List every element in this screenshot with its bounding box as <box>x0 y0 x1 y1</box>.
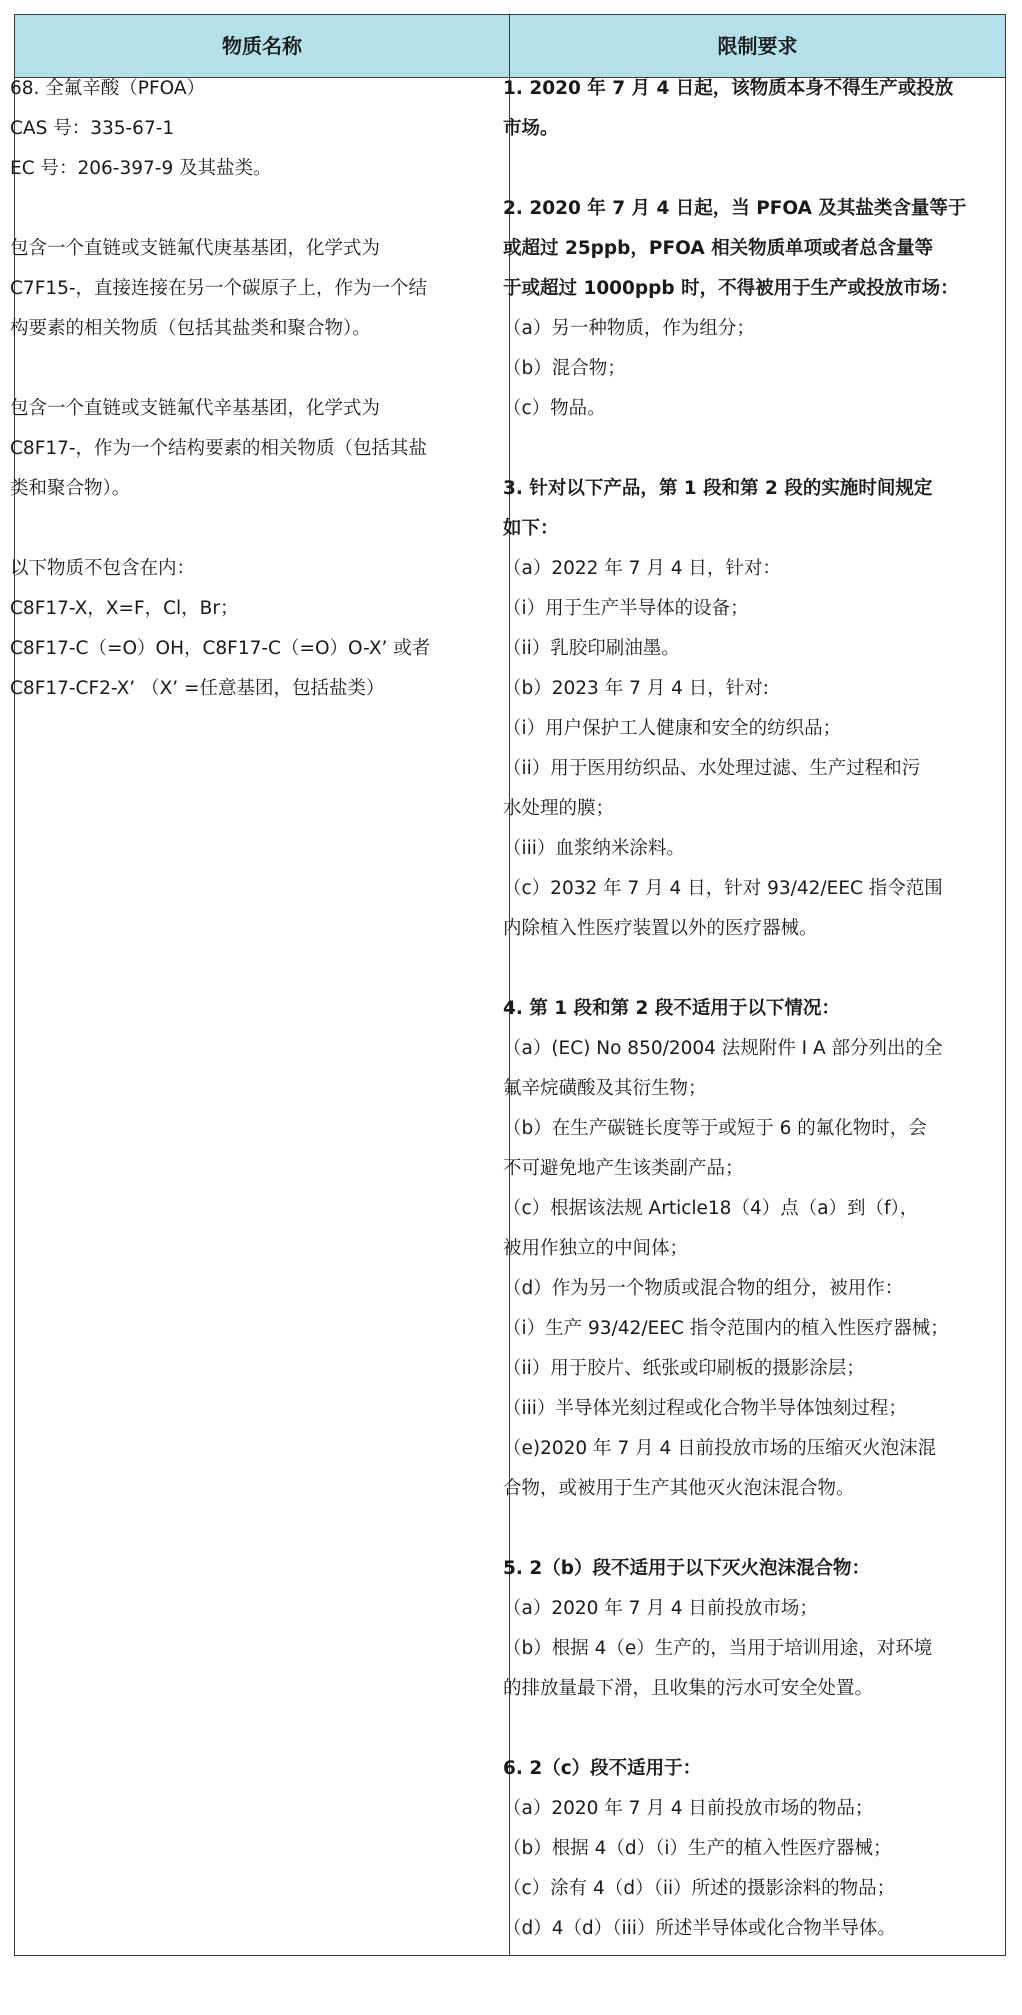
requirement-text-line: 合物，或被用于生产其他灭火泡沫混合物。 <box>503 1478 855 1499</box>
requirement-text-line: 市场。 <box>503 118 559 139</box>
requirement-text-line: （ii）用于医用纺织品、水处理过滤、生产过程和污 <box>503 758 921 779</box>
requirement-text-line: （c）涂有 4（d）（ii）所述的摄影涂料的物品； <box>503 1878 896 1899</box>
requirement-text-line: 3. 针对以下产品，第 1 段和第 2 段的实施时间规定 <box>503 478 933 499</box>
blank-line <box>503 429 987 469</box>
requirement-text-line: （d）4（d）（iii）所述半导体或化合物半导体。 <box>503 1918 896 1939</box>
requirement-text-line: （i）用于生产半导体的设备； <box>503 598 749 619</box>
substance-text-line: 构要素的相关物质（包括其盐类和聚合物）。 <box>10 318 371 339</box>
requirement-text-line: （d）作为另一个物质或混合物的组分，被用作： <box>503 1278 904 1299</box>
requirement-text-line: （b）2023 年 7 月 4 日，针对: <box>503 678 770 699</box>
requirement-text-line: （b）根据 4（e）生产的，当用于培训用途，对环境 <box>503 1638 933 1659</box>
blank-line <box>503 149 987 189</box>
requirement-text-line: 1. 2020 年 7 月 4 日起，该物质本身不得生产或投放 <box>503 78 954 99</box>
requirement-text-line: （c）根据该法规 Article18（4）点（a）到（f）， <box>503 1198 919 1219</box>
header-restriction-requirements: 限制要求 <box>717 34 798 58</box>
blank-line <box>10 509 488 549</box>
requirement-text-line: 如下： <box>503 518 559 539</box>
substance-text-line: 包含一个直链或支链氟代辛基基团，化学式为 <box>10 398 381 419</box>
substance-text-line: 以下物质不包含在内： <box>10 558 196 579</box>
restriction-requirements-cell <box>503 69 987 1949</box>
blank-line <box>503 1709 987 1749</box>
requirement-text-line: （a）另一种物质，作为组分； <box>503 318 755 339</box>
requirement-text-line: （b）根据 4（d）（i）生产的植入性医疗器械； <box>503 1838 892 1859</box>
requirement-text-line: （iii）半导体光刻过程或化合物半导体蚀刻过程； <box>503 1398 907 1419</box>
requirement-text-line: （c）物品。 <box>503 398 606 419</box>
requirement-text-line: （i）生产 93/42/EEC 指令范围内的植入性医疗器械； <box>503 1318 949 1339</box>
requirement-text-line: 被用作独立的中间体； <box>503 1238 689 1259</box>
substance-name-cell <box>10 69 488 709</box>
requirement-text-line: 2. 2020 年 7 月 4 日起，当 PFOA 及其盐类含量等于 <box>503 198 967 219</box>
requirement-text-line: （b）在生产碳链长度等于或短于 6 的氟化物时，会 <box>503 1118 927 1139</box>
requirement-text-line: （ii）乳胶印刷油墨。 <box>503 638 680 659</box>
substance-text-line: C8F17-CF2-X’ （X’ =任意基团，包括盐类） <box>10 678 385 699</box>
requirement-text-line: 水处理的膜； <box>503 798 615 819</box>
requirement-text-line: （a）2020 年 7 月 4 日前投放市场； <box>503 1598 818 1619</box>
requirement-text-line: 于或超过 1000ppb 时，不得被用于生产或投放市场： <box>503 278 959 299</box>
substance-text-line: C8F17-C（=O）OH，C8F17-C（=O）O-X’ 或者 <box>10 638 431 659</box>
blank-line <box>503 1509 987 1549</box>
requirement-text-line: 5. 2（b）段不适用于以下灭火泡沫混合物： <box>503 1558 870 1579</box>
requirement-text-line: （e)2020 年 7 月 4 日前投放市场的压缩灭火泡沫混 <box>503 1438 937 1459</box>
requirement-text-line: （b）混合物； <box>503 358 626 379</box>
requirement-text-line: （c）2032 年 7 月 4 日，针对 93/42/EEC 指令范围 <box>503 878 943 899</box>
requirement-text-line: （a）2020 年 7 月 4 日前投放市场的物品； <box>503 1798 874 1819</box>
blank-line <box>10 189 488 229</box>
requirement-text-line: 不可避免地产生该类副产品； <box>503 1158 744 1179</box>
substance-text-line: C8F17-，作为一个结构要素的相关物质（包括其盐 <box>10 438 428 459</box>
substance-text-line: C7F15-，直接连接在另一个碳原子上，作为一个结 <box>10 278 428 299</box>
substance-text-line: C8F17-X，X=F，Cl，Br； <box>10 598 239 619</box>
requirement-text-line: （ii）用于胶片、纸张或印刷板的摄影涂层； <box>503 1358 865 1379</box>
requirement-text-line: 的排放量最下滑，且收集的污水可安全处置。 <box>503 1678 874 1699</box>
header-substance-name: 物质名称 <box>222 34 302 58</box>
substance-text-line: EC 号：206-397-9 及其盐类。 <box>10 158 272 179</box>
requirement-text-line: （i）用户保护工人健康和安全的纺织品； <box>503 718 842 739</box>
requirement-text-line: 内除植入性医疗装置以外的医疗器械。 <box>503 918 818 939</box>
substance-text-line: 68. 全氟辛酸（PFOA） <box>10 78 205 99</box>
requirement-text-line: （iii）血浆纳米涂料。 <box>503 838 685 859</box>
requirement-text-line: 氟辛烷磺酸及其衍生物； <box>503 1078 707 1099</box>
substance-text-line: 类和聚合物）。 <box>10 478 131 499</box>
substance-text-line: 包含一个直链或支链氟代庚基基团，化学式为 <box>10 238 381 259</box>
requirement-text-line: （a）(EC) No 850/2004 法规附件 I A 部分列出的全 <box>503 1038 943 1059</box>
requirement-text-line: 6. 2（c）段不适用于： <box>503 1758 702 1779</box>
requirement-text-line: 或超过 25ppb，PFOA 相关物质单项或者总含量等 <box>503 238 934 259</box>
blank-line <box>10 349 488 389</box>
blank-line <box>503 949 987 989</box>
requirement-text-line: （a）2022 年 7 月 4 日，针对： <box>503 558 781 579</box>
requirement-text-line: 4. 第 1 段和第 2 段不适用于以下情况： <box>503 998 840 1019</box>
substance-text-line: CAS 号：335-67-1 <box>10 118 175 139</box>
